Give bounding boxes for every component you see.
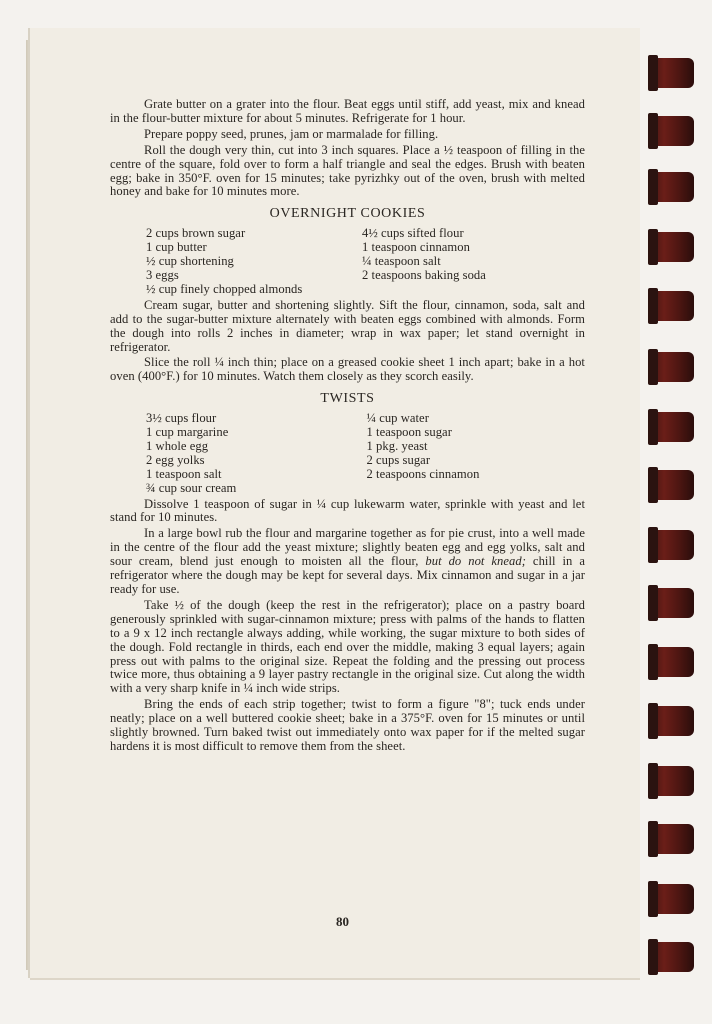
ingredient: 2 teaspoons cinnamon xyxy=(366,466,480,481)
method-paragraph xyxy=(110,527,585,597)
binding-ring xyxy=(648,706,694,736)
ingredient: 2 cups sugar xyxy=(366,452,431,467)
intro-paragraph: Roll the dough very thin, cut into 3 inch squares. Place a ½ teaspoon of filling in the centre of the square, fold over to form a half triangle and seal the edges. Brush with beaten egg; bake in 350°F. oven for 15 minutes; take pyrizhky out of the oven, brush with melted honey and bake for 10 minutes more. xyxy=(110,142,585,199)
binding-ring xyxy=(648,942,694,972)
binding-ring xyxy=(648,766,694,796)
binding-ring xyxy=(648,588,694,618)
binding-ring xyxy=(648,291,694,321)
binding-ring xyxy=(648,470,694,500)
ingredient: 3½ cups flour xyxy=(146,411,217,426)
ingredient: 1 pkg. yeast xyxy=(366,438,428,453)
ingredient: ¼ teaspoon salt xyxy=(362,254,441,269)
method-paragraph: Slice the roll ¼ inch thin; place on a greased cookie sheet 1 inch apart; bake in a hot oven (400°F.) for 10 minutes. Watch them closely as they scorch easily. xyxy=(110,355,585,384)
recipe-text xyxy=(110,98,585,754)
binding-ring xyxy=(648,824,694,854)
ingredient: ¾ cup sour cream xyxy=(146,480,237,495)
ingredient: 1 cup margarine xyxy=(146,425,229,440)
ingredient-list xyxy=(146,412,585,495)
binding-ring xyxy=(648,232,694,262)
ingredient: 1 cup butter xyxy=(146,240,207,255)
ingredient: 1 teaspoon cinnamon xyxy=(362,240,470,255)
method-paragraph: Take ½ of the dough (keep the rest in the refrigerator); place on a pastry board generously sprinkled with sugar-cinnamon mixture; press with palms of the hands to flatten to a 9 x 12 inch rectangle always adding, while working, the sugar mixture to both sides of the dough. Fold rectangle in thirds, each end over the middle, making 3 equal layers; again press out with palms to the original size. Repeat the folding and the pressing out process twice more, thus obtaining a 9 layer pastry rectangle in the original size. Cut along the width with a very sharp knife in ¼ inch wide strips. xyxy=(110,597,585,696)
ingredient: 2 egg yolks xyxy=(146,452,205,467)
ingredient: ½ cup finely chopped almonds xyxy=(146,281,303,296)
method-text: chill in a refrigerator where the dough may be kept for several days. Mix cinnamon and sugar in a jar ready for use. xyxy=(110,554,585,596)
binding-ring xyxy=(648,412,694,442)
ingredient: 3 eggs xyxy=(146,267,179,282)
method-paragraph: Bring the ends of each strip together; twist to form a figure "8"; tuck ends under neatly; place on a well buttered cookie sheet; bake in a 375°F. oven for 15 minutes or until slightly browned. Turn baked twist out immediately onto wax paper for if the melted sugar hardens it is most difficult to remove them from the sheet. xyxy=(110,697,585,753)
intro-paragraph: Prepare poppy seed, prunes, jam or marmalade for filling. xyxy=(144,126,439,141)
ingredient: 1 whole egg xyxy=(146,438,209,453)
method-text: In a large bowl rub the flour and margarine together as for pie crust, into a well made in the centre of the flour add the yeast mixture; slightly beaten egg and egg yolks, salt and sour cream, blend just enough to moisten all the flour, xyxy=(110,526,585,569)
recipe-title: TWISTS xyxy=(320,391,375,407)
binding-ring xyxy=(648,530,694,560)
page-number: 80 xyxy=(336,914,349,929)
intro-paragraph: Grate butter on a grater into the flour. Beat eggs until stiff, add yeast, mix and knead in the flour-butter mixture for about 5 minutes. Refrigerate for 1 hour. xyxy=(110,97,585,125)
binding-ring xyxy=(648,58,694,88)
method-paragraph: Dissolve 1 teaspoon of sugar in ¼ cup lukewarm water, sprinkle with yeast and let stand for 10 minutes. xyxy=(110,496,585,525)
ingredient: 4½ cups sifted flour xyxy=(362,226,464,241)
ingredient: 2 teaspoons baking soda xyxy=(362,267,486,282)
ingredient: 1 teaspoon salt xyxy=(146,466,222,481)
binding-ring xyxy=(648,172,694,202)
binding-ring xyxy=(648,116,694,146)
binding-ring xyxy=(648,352,694,382)
recipe-title: OVERNIGHT COOKIES xyxy=(269,206,426,222)
ingredient-list xyxy=(146,227,585,297)
method-paragraph: Cream sugar, butter and shortening slightly. Sift the flour, cinnamon, soda, salt and add to the sugar-butter mixture alternately with beaten eggs combined with almonds. Form the dough into rolls 2 inches in diameter; wrap in wax paper; let stand overnight in refrigerator. xyxy=(110,297,585,354)
ingredient: 2 cups brown sugar xyxy=(146,226,246,241)
method-emphasis: but do not knead; xyxy=(425,554,526,569)
ingredient: ½ cup shortening xyxy=(146,254,234,269)
binding-ring xyxy=(648,884,694,914)
ingredient: 1 teaspoon sugar xyxy=(366,425,452,440)
ingredient: ¼ cup water xyxy=(366,411,429,426)
binding-ring xyxy=(648,647,694,677)
